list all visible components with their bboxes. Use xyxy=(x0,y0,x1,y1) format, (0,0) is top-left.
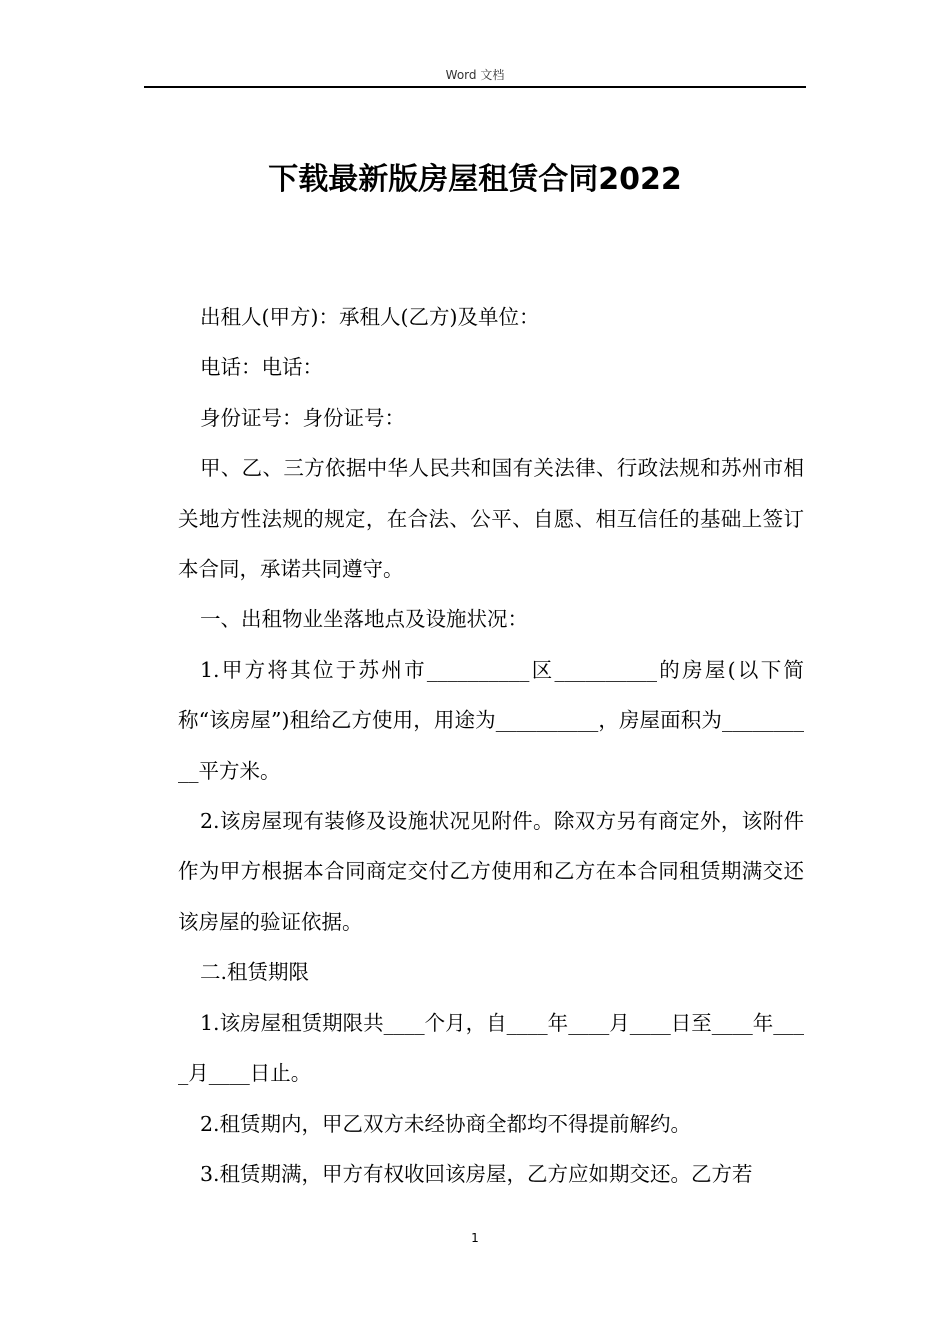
page-number: 1 xyxy=(471,1231,479,1245)
paragraph: 电话：电话： xyxy=(200,355,323,380)
paragraph: 1.该房屋租赁期限共____个月，自____年____月____日至____年____月____日止。 xyxy=(178,1010,804,1086)
paragraph: 2.该房屋现有装修及设施状况见附件。除双方另有商定外，该附件作为甲方根据本合同商定交付乙方使用和乙方在本合同租赁期满交还该房屋的验证依据。 xyxy=(178,809,804,934)
document-title: 下载最新版房屋租赁合同2022 xyxy=(268,162,682,197)
paragraph: 身份证号：身份证号： xyxy=(200,405,405,430)
header-divider xyxy=(144,86,806,88)
document-body xyxy=(178,292,804,1199)
paragraph: 1.甲方将其位于苏州市__________区__________的房屋(以下简称“该房屋”)租给乙方使用，用途为__________，房屋面积为__________平方米。 xyxy=(178,657,804,783)
paragraph: 出租人(甲方)：承租人(乙方)及单位： xyxy=(200,305,540,329)
paragraph: 2.租赁期内，甲乙双方未经协商全都均不得提前解约。 xyxy=(200,1111,692,1136)
paragraph: 甲、乙、三方依据中华人民共和国有关法律、行政法规和苏州市相关地方性法规的规定，在合法、公平、自愿、相互信任的基础上签订本合同，承诺共同遵守。 xyxy=(178,456,804,582)
section-heading: 二.租赁期限 xyxy=(200,960,310,985)
page-header: Word 文档 xyxy=(445,68,505,82)
paragraph: 3.租赁期满，甲方有权收回该房屋，乙方应如期交还。乙方若 xyxy=(200,1161,753,1186)
section-heading: 一、出租物业坐落地点及设施状况： xyxy=(200,607,528,632)
